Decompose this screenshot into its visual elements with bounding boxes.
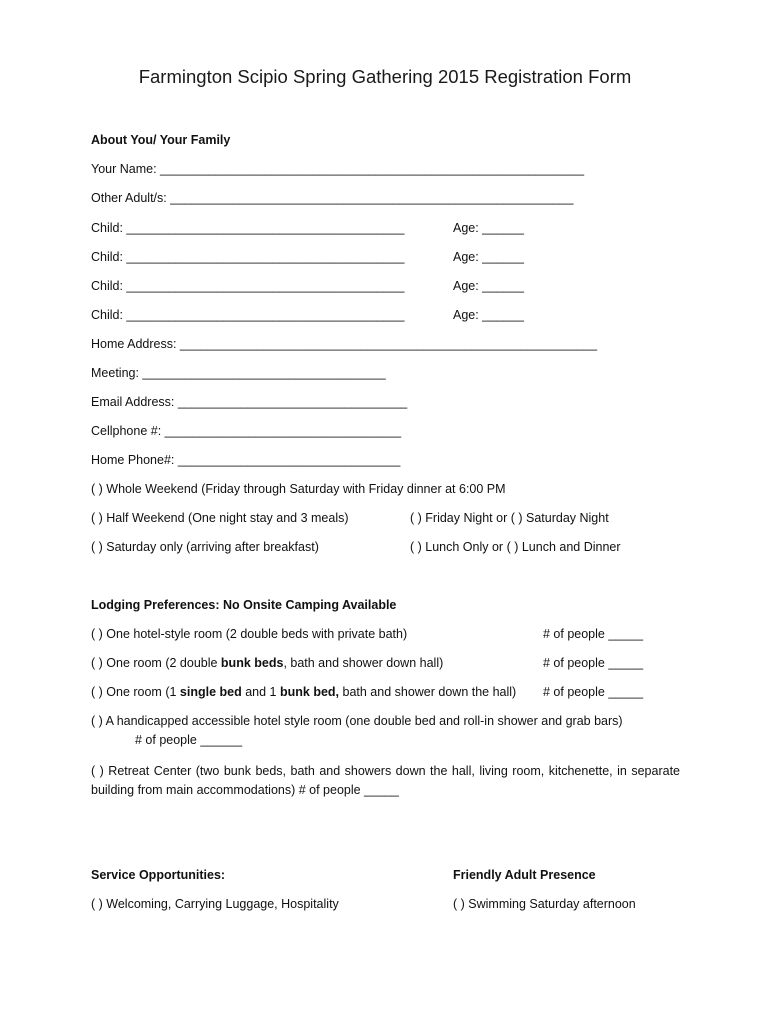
child-4-field[interactable]: Child: ________________________________________ bbox=[91, 308, 405, 322]
single-room-text-e: bath and shower down the hall) bbox=[339, 685, 517, 699]
other-adults-field[interactable]: Other Adult/s: __________________________________________________________ bbox=[91, 191, 574, 205]
bunk-room-people-field[interactable]: # of people _____ bbox=[543, 656, 644, 670]
single-room-text-b: single bed bbox=[179, 685, 242, 699]
handicapped-people-field[interactable]: # of people ______ bbox=[135, 733, 243, 747]
home-address-field[interactable]: Home Address: ____________________________________________________________ bbox=[91, 337, 598, 351]
single-room-text-a: ( ) One room (1 bbox=[91, 685, 180, 699]
page-title: Farmington Scipio Spring Gathering 2015 Registration Form bbox=[138, 66, 632, 87]
saturday-only-option[interactable]: ( ) Saturday only (arriving after breakfast) bbox=[91, 540, 319, 554]
child-2-field[interactable]: Child: ________________________________________ bbox=[91, 250, 405, 264]
retreat-center-option[interactable]: ( ) Retreat Center (two bunk beds, bath and showers down the hall, living room, kitchenette, in separate building from main accommodations) # of people _____ bbox=[91, 764, 680, 797]
about-heading: About You/ Your Family bbox=[91, 133, 231, 147]
whole-weekend-option[interactable]: ( ) Whole Weekend (Friday through Saturday with Friday dinner at 6:00 PM bbox=[91, 482, 506, 496]
adult-presence-heading: Friendly Adult Presence bbox=[453, 868, 596, 882]
home-phone-field[interactable]: Home Phone#: ________________________________ bbox=[91, 453, 401, 467]
bunk-room-text-c: , bath and shower down hall) bbox=[283, 656, 444, 670]
bunk-room-text-a: ( ) One room (2 double bbox=[91, 656, 221, 670]
child-3-age-field[interactable]: Age: ______ bbox=[453, 279, 524, 293]
night-choice-option[interactable]: ( ) Friday Night or ( ) Saturday Night bbox=[410, 511, 609, 525]
handicapped-room-option[interactable]: ( ) A handicapped accessible hotel style room (one double bed and roll-in shower and grab bars) bbox=[91, 714, 623, 728]
hotel-style-people-field[interactable]: # of people _____ bbox=[543, 627, 644, 641]
email-field[interactable]: Email Address: _________________________________ bbox=[91, 395, 408, 409]
single-room-text-d: bunk bed, bbox=[279, 685, 340, 699]
half-weekend-option[interactable]: ( ) Half Weekend (One night stay and 3 meals) bbox=[91, 511, 349, 525]
single-bed-room-option[interactable] bbox=[91, 685, 516, 699]
child-2-age-field[interactable]: Age: ______ bbox=[453, 250, 524, 264]
child-4-age-field[interactable]: Age: ______ bbox=[453, 308, 524, 322]
meeting-field[interactable]: Meeting: ___________________________________ bbox=[91, 366, 386, 380]
lunch-choice-option[interactable]: ( ) Lunch Only or ( ) Lunch and Dinner bbox=[410, 540, 621, 554]
child-1-field[interactable]: Child: ________________________________________ bbox=[91, 221, 405, 235]
bunk-room-text-b: bunk beds bbox=[220, 656, 284, 670]
cellphone-field[interactable]: Cellphone #: __________________________________ bbox=[91, 424, 402, 438]
welcoming-option[interactable]: ( ) Welcoming, Carrying Luggage, Hospitality bbox=[91, 897, 339, 911]
child-3-field[interactable]: Child: ________________________________________ bbox=[91, 279, 405, 293]
swimming-option[interactable]: ( ) Swimming Saturday afternoon bbox=[453, 897, 636, 911]
bunk-room-option[interactable] bbox=[91, 656, 443, 670]
single-room-text-c: and 1 bbox=[241, 685, 280, 699]
single-bed-room-people-field[interactable]: # of people _____ bbox=[543, 685, 644, 699]
child-1-age-field[interactable]: Age: ______ bbox=[453, 221, 524, 235]
your-name-field[interactable]: Your Name: _____________________________________________________________ bbox=[91, 162, 585, 176]
lodging-heading: Lodging Preferences: No Onsite Camping Available bbox=[91, 598, 397, 612]
hotel-style-option[interactable]: ( ) One hotel-style room (2 double beds with private bath) bbox=[91, 627, 408, 641]
service-heading: Service Opportunities: bbox=[91, 868, 226, 882]
